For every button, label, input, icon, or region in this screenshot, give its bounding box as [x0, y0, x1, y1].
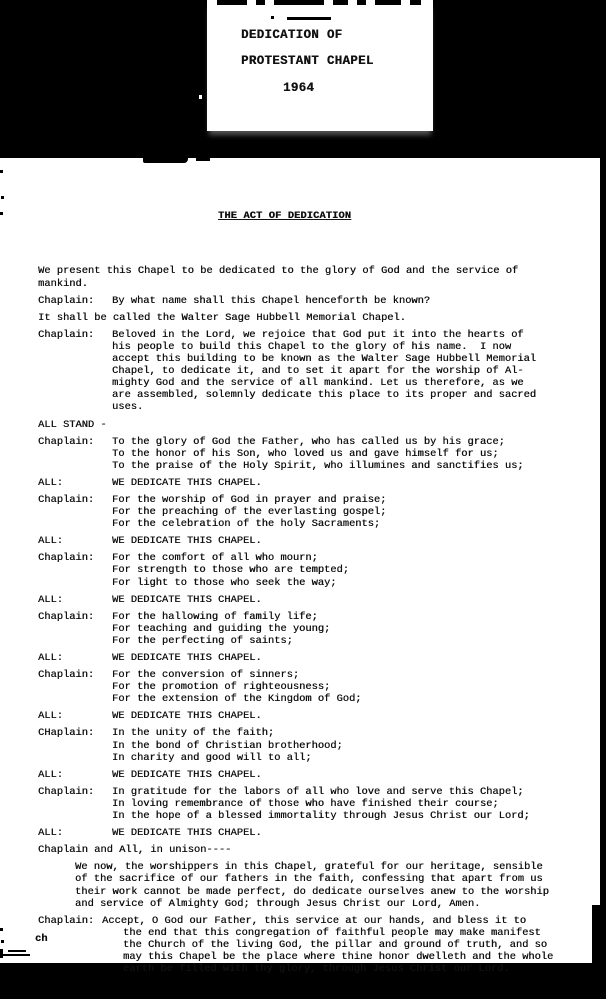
text-line: mankind.: [38, 277, 88, 290]
document-page: [0, 158, 600, 976]
text-line: For the comfort of all who mourn;: [112, 552, 318, 565]
scan-artifact: [0, 170, 3, 173]
speech-lines: [112, 552, 583, 588]
text-line: accept this building to be known as the Walter Sage Hubbell Memorial: [112, 353, 537, 366]
dialogue-block: [38, 436, 583, 472]
text-line: For the hallowing of family life;: [112, 610, 318, 623]
text-line: WE DEDICATE THIS CHAPEL.: [112, 535, 262, 548]
speaker-label: Chaplain:: [38, 493, 95, 506]
speech-lines: [112, 329, 583, 414]
scan-artifact-speck: [199, 95, 202, 99]
text-line: In the hope of a blessed immortality through Jesus Christ our Lord;: [112, 810, 530, 823]
dialogue-block: [38, 295, 583, 307]
scan-artifact: [0, 212, 3, 215]
speech-lines: [112, 652, 583, 664]
dialogue-block: [38, 827, 583, 839]
text-line: earth be filled with thy glory, through Jesus Christ our Lord.: [123, 963, 510, 976]
text-line: We now, the worshippers in this Chapel, grateful for our heritage, sensible: [75, 861, 543, 874]
text-line: For the worship of God in prayer and praise;: [112, 493, 387, 506]
dialogue-block: [38, 769, 583, 781]
scan-artifact: [1, 940, 4, 943]
speech-lines: [112, 827, 583, 839]
scan-corner-notch: [592, 905, 606, 963]
speaker-label: Chaplain:: [38, 785, 95, 798]
speech-lines: [112, 436, 583, 472]
scan-artifact-dot: [271, 16, 274, 19]
speech-lines: [112, 295, 583, 307]
dialogue-block: [38, 915, 583, 975]
text-line: By what name shall this Chapel henceforth be known?: [112, 294, 431, 307]
text-line: his people to build this Chapel to the glory of his name. I now: [112, 340, 512, 353]
speaker-label: Chaplain:: [38, 914, 95, 927]
text-line: ALL STAND -: [38, 418, 107, 431]
text-line: For the preaching of the everlasting gospel;: [112, 506, 387, 519]
speaker-label: Chaplain:: [38, 435, 95, 448]
speaker-label: Chaplain:: [38, 552, 95, 565]
text-block: [38, 312, 583, 324]
dash-rule: [287, 17, 331, 20]
text-line: of the sacrifice of our fathers in the faith, confessing that apart from us: [75, 873, 543, 886]
text-line: In gratitude for the labors of all who love and serve this Chapel;: [112, 785, 524, 798]
dialogue-block: [38, 477, 583, 489]
text-line: the Church of the living God, the pillar and ground of truth, and so: [123, 938, 548, 951]
speech-lines: [112, 669, 583, 705]
text-line: are assembled, solemnly dedicate this place to its proper and sacred: [112, 389, 537, 402]
text-line: and service of Almighty God; through Jesus Christ our Lord, Amen.: [75, 897, 481, 910]
speech-lines: [38, 419, 583, 431]
text-block: [38, 844, 583, 856]
speech-lines: [112, 594, 583, 606]
speech-lines: [112, 786, 583, 822]
sections-container: [38, 265, 583, 975]
speech-lines: [112, 710, 583, 722]
text-line: In loving remembrance of those who have finished their course;: [112, 797, 499, 810]
scan-artifact: [196, 158, 210, 161]
text-line: It shall be called the Walter Sage Hubbell Memorial Chapel.: [38, 311, 406, 324]
text-line: WE DEDICATE THIS CHAPEL.: [112, 827, 262, 840]
text-line: Beloved in the Lord, we rejoice that God put it into the hearts of: [112, 328, 524, 341]
text-block: [38, 265, 583, 289]
speaker-label: Chaplain:: [38, 294, 95, 307]
dialogue-block: [38, 594, 583, 606]
speaker-label: ALL:: [38, 593, 63, 606]
speaker-label: Chaplain:: [38, 328, 95, 341]
speech-lines: [112, 477, 583, 489]
text-line: Chaplain and All, in unison----: [38, 844, 232, 857]
text-line: To the honor of his Son, who loved us and gave himself for us;: [112, 447, 499, 460]
text-line: their work cannot be made perfect, do dedicate ourselves anew to the worship: [75, 885, 549, 898]
text-line: mighty God and the service of all mankind. Let us therefore, as we: [112, 377, 524, 390]
text-line: WE DEDICATE THIS CHAPEL.: [112, 768, 262, 781]
speech-lines: [38, 844, 583, 856]
speech-lines: [75, 861, 583, 909]
text-line: In the unity of the faith;: [112, 727, 275, 740]
text-line: For the celebration of the holy Sacraments;: [112, 518, 381, 531]
dialogue-block: [38, 535, 583, 547]
speech-lines: [112, 494, 583, 530]
dialogue-block: [38, 727, 583, 763]
text-line: WE DEDICATE THIS CHAPEL.: [112, 710, 262, 723]
dialogue-block: [38, 669, 583, 705]
text-line: For the extension of the Kingdom of God;: [112, 693, 362, 706]
speech-lines: [102, 915, 583, 975]
cutoff-text-fragments: [217, 0, 425, 5]
scan-artifact: [143, 158, 188, 163]
scan-artifact-arrow: [0, 949, 32, 959]
text-line: For strength to those who are tempted;: [112, 564, 349, 577]
text-line: WE DEDICATE THIS CHAPEL.: [112, 593, 262, 606]
dialogue-block: [38, 329, 583, 414]
text-line: uses.: [112, 401, 144, 414]
speaker-label: ALL:: [38, 710, 63, 723]
page-footer-initials: ch: [35, 933, 48, 945]
dialogue-block: [38, 552, 583, 588]
cover-title-line-2: PROTESTANT CHAPEL: [241, 54, 374, 68]
speech-lines: [38, 265, 583, 289]
text-line: For light to those who seek the way;: [112, 576, 337, 589]
text-block: [38, 861, 583, 909]
dialogue-block: [38, 652, 583, 664]
text-line: For the perfecting of saints;: [112, 634, 293, 647]
speaker-label: CHaplain:: [38, 727, 95, 740]
dialogue-block: [38, 710, 583, 722]
scan-artifact: [1, 196, 4, 199]
dialogue-block: [38, 611, 583, 647]
speaker-label: ALL:: [38, 535, 63, 548]
text-block: [38, 419, 583, 431]
text-line: Accept, O God our Father, this service at our hands, and bless it to: [102, 914, 527, 927]
speaker-label: ALL:: [38, 476, 63, 489]
dialogue-block: [38, 494, 583, 530]
text-line: For the promotion of righteousness;: [112, 681, 331, 694]
text-line: In charity and good will to all;: [112, 751, 312, 764]
text-line: Chapel, to dedicate it, and to set it apart for the worship of Al-: [112, 365, 524, 378]
speaker-label: ALL:: [38, 768, 63, 781]
speaker-label: Chaplain:: [38, 610, 95, 623]
cover-card: [207, 0, 433, 131]
speaker-label: ALL:: [38, 652, 63, 664]
speech-lines: [112, 727, 583, 763]
text-line: may this Chapel be the place where thine honor dwelleth and the whole: [123, 950, 554, 963]
cover-title-line-1: DEDICATION OF: [241, 28, 343, 42]
scan-artifact: [0, 928, 3, 931]
text-line: In the bond of Christian brotherhood;: [112, 739, 343, 752]
speech-lines: [38, 312, 583, 324]
page-content: [38, 182, 583, 999]
speaker-label: ALL:: [38, 827, 63, 840]
speech-lines: [112, 611, 583, 647]
text-line: We present this Chapel to be dedicated to the glory of God and the service of: [38, 265, 519, 278]
speech-lines: [112, 535, 583, 547]
text-line: To the praise of the Holy Spirit, who illumines and sanctifies us;: [112, 459, 524, 472]
speaker-label: Chaplain:: [38, 669, 95, 682]
dialogue-block: [38, 786, 583, 822]
text-line: To the glory of God the Father, who has called us by his grace;: [112, 435, 505, 448]
speech-lines: [112, 769, 583, 781]
text-line: WE DEDICATE THIS CHAPEL.: [112, 476, 262, 489]
text-line: For teaching and guiding the young;: [112, 622, 331, 635]
cover-year: 1964: [283, 81, 315, 95]
page-title: THE ACT OF DEDICATION: [218, 210, 352, 223]
text-line: the end that this congregation of faithful people may make manifest: [123, 926, 541, 939]
text-line: WE DEDICATE THIS CHAPEL.: [112, 652, 262, 664]
text-line: For the conversion of sinners;: [112, 669, 300, 682]
